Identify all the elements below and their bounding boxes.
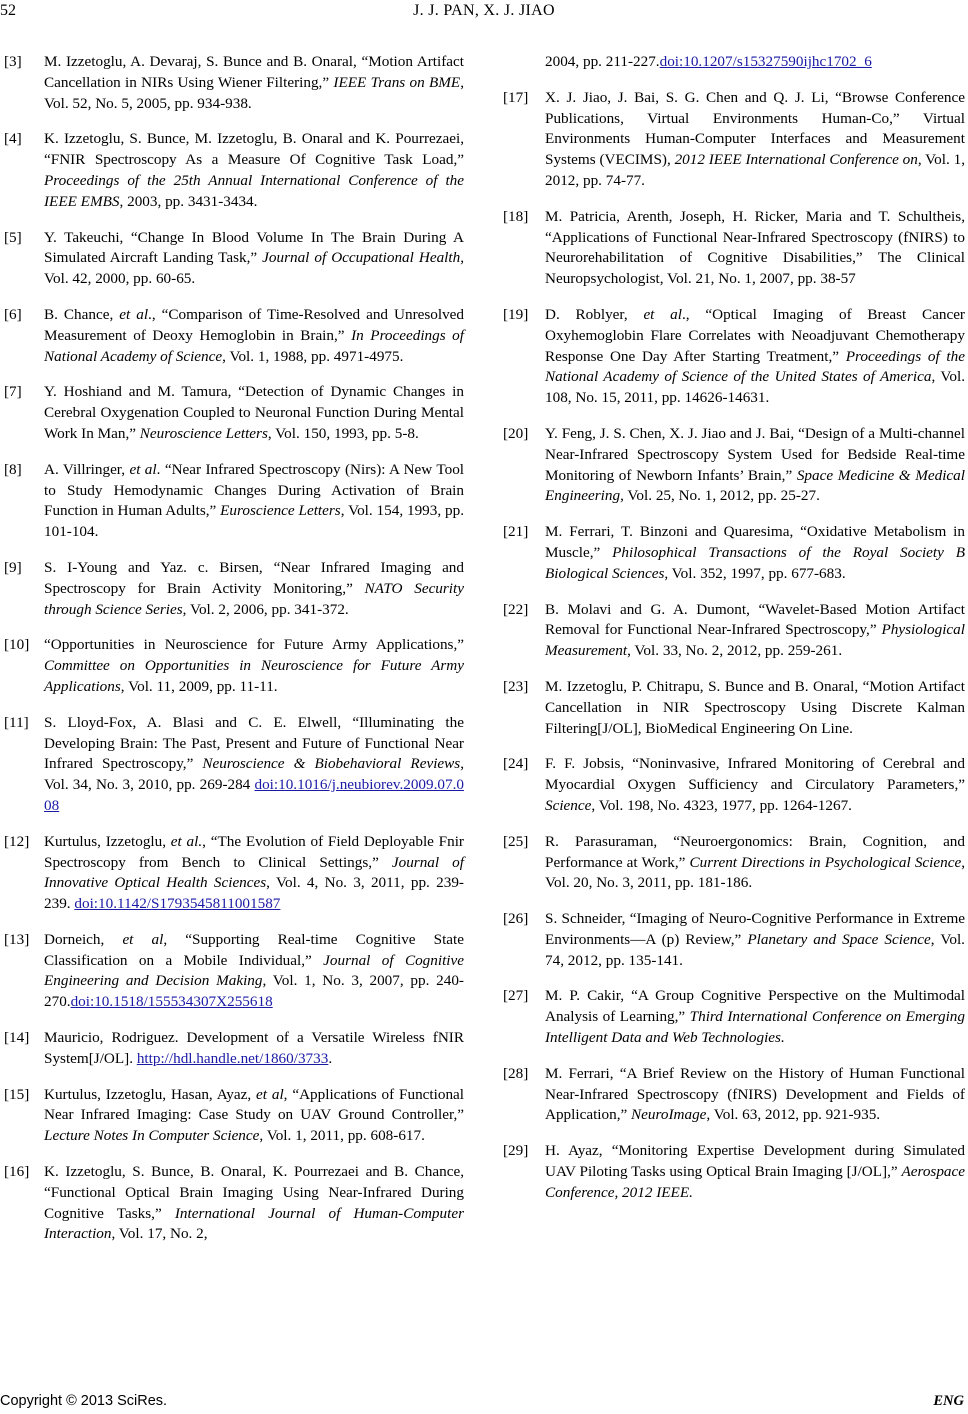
reference-number: [20] — [503, 424, 529, 442]
reference-item — [4, 930, 464, 1013]
reference-item — [4, 228, 464, 290]
reference-link[interactable]: doi:10.1142/S1793545811001587 — [74, 895, 281, 913]
reference-plain-text: ., “Optical Imaging of Breast Cancer Oxyhemoglobin Flare Correlates with Neoadjuvant Chemotherapy Response One Day After Starting Treatment,” — [545, 305, 965, 365]
reference-item — [503, 1141, 965, 1203]
reference-item — [4, 558, 464, 620]
reference-text — [545, 53, 872, 70]
reference-plain-text: D. Roblyer, — [545, 305, 644, 323]
reference-plain-text: S. Lloyd-Fox, A. Blasi and C. E. Elwell, “Illuminating the Developing Brain: The Past, Present and Future of Functional Near Infrared Spectroscopy,” — [44, 713, 464, 773]
reference-number: [3] — [4, 53, 22, 70]
reference-plain-text: , Vol. 20, No. 3, 2011, pp. 181-186. — [545, 853, 966, 892]
reference-italic-text: et al — [129, 460, 157, 478]
reference-italic-text: Journal of Innovative Optical Health Sciences — [44, 853, 464, 892]
reference-text — [44, 461, 464, 540]
reference-italic-text: Lecture Notes In Computer Science — [44, 1127, 260, 1145]
reference-number: [14] — [4, 1029, 30, 1047]
reference-italic-text: Current Directions in Psychological Science — [689, 853, 962, 871]
reference-item — [4, 1028, 464, 1070]
references-right-column — [503, 52, 965, 1219]
reference-item — [4, 305, 464, 367]
reference-number: [29] — [503, 1142, 529, 1160]
reference-plain-text: , Vol. 52, No. 5, 2005, pp. 934-938. — [44, 73, 464, 112]
reference-plain-text: M. P. Cakir, “A Group Cognitive Perspective on the Multimodal Analysis of Learning,” — [545, 987, 965, 1026]
reference-plain-text: , Vol. 1, 1988, pp. 4971-4975. — [222, 347, 404, 365]
page-number: 52 — [0, 2, 16, 19]
reference-item — [503, 677, 965, 739]
reference-italic-text: Space Medicine & Medical Engineering — [545, 466, 965, 505]
reference-plain-text: , Vol. 154, 1993, pp. 101-104. — [44, 502, 464, 541]
reference-number: [9] — [4, 558, 22, 576]
reference-text — [44, 306, 464, 365]
reference-plain-text: Y. Feng, J. S. Chen, X. J. Jiao and J. Bai, “Design of a Multi-channel Near-Infrared Spectroscopy System Used for Bedside Real-time Monitoring of Newborn Infants’ Brain,” — [545, 424, 965, 484]
reference-item — [503, 522, 965, 584]
reference-number: [18] — [503, 207, 529, 225]
reference-plain-text: R. Parasuraman, “Neuroergonomics: Brain, Cognition, and Performance at Work,” — [545, 832, 965, 871]
reference-plain-text: Dorneich, — [44, 930, 123, 948]
reference-link[interactable]: http://hdl.handle.net/1860/3733 — [136, 1049, 329, 1067]
reference-item — [503, 1064, 965, 1126]
copyright-notice: Copyright © 2013 SciRes. — [0, 1393, 168, 1409]
reference-plain-text: Mauricio, Rodriguez. Development of a Versatile Wireless fNIR System[J/OL]. — [44, 1029, 464, 1067]
reference-italic-text: Physiological Measurement — [545, 621, 965, 660]
reference-italic-text: Philosophical Transactions of the Royal Society B Biological Sciences — [545, 543, 966, 582]
reference-number: [6] — [4, 305, 22, 323]
reference-text — [44, 1163, 464, 1242]
reference-plain-text: , 2003, pp. 3431-3434. — [119, 192, 258, 210]
reference-plain-text: M. Izzetoglu, P. Chitrapu, S. Bunce and B. Onaral, “Motion Artifact Cancellation in NIR Spectroscopy Using Discrete Kalman Filtering[J/OL], BioMedical Engineering On Line. — [545, 677, 965, 737]
reference-italic-text: In Proceedings of National Academy of Science — [44, 326, 464, 365]
reference-plain-text: A. Villringer, — [44, 460, 130, 478]
reference-plain-text: K. Izzetoglu, S. Bunce, B. Onaral, K. Pourrezaei and B. Chance, “Functional Optical Brain Imaging Using Near-Infrared During Cognitive Tasks,” — [44, 1163, 464, 1222]
reference-number: [22] — [503, 600, 529, 618]
reference-item — [503, 600, 965, 662]
reference-text — [545, 1065, 965, 1124]
reference-italic-text: et al — [256, 1085, 284, 1103]
reference-item — [503, 52, 965, 73]
reference-text — [545, 601, 965, 660]
reference-italic-text: et al. — [170, 832, 203, 850]
reference-number: [21] — [503, 523, 529, 541]
reference-italic-text: Journal of Occupational Health — [262, 249, 461, 267]
reference-plain-text: , Vol. 33, No. 2, 2012, pp. 259-261. — [627, 642, 843, 660]
reference-text — [44, 53, 464, 112]
reference-number: [7] — [4, 383, 22, 401]
reference-plain-text: , Vol. 1, No. 3, 2007, pp. 240-270. — [44, 972, 464, 1011]
reference-plain-text: Y. Hoshiand and M. Tamura, “Detection of Dynamic Changes in Cerebral Oxygenation Coupled to Neuronal Function During Mental Work In Man,” — [44, 383, 464, 442]
reference-plain-text: ., “Comparison of Time-Resolved and Unresolved Measurement of Deoxy Hemoglobin in Brain,” — [44, 305, 465, 344]
reference-plain-text: , Vol. 34, No. 3, 2010, pp. 269-284 — [44, 755, 464, 794]
reference-plain-text: Kurtulus, Izzetoglu, — [44, 832, 171, 850]
reference-italic-text: Aerospace Conference, 2012 IEEE. — [545, 1163, 965, 1201]
reference-plain-text: K. Izzetoglu, S. Bunce, M. Izzetoglu, B. Onaral and K. Pourrezaei, “FNIR Spectroscopy As a Measure Of Cognitive Task Load,” — [44, 130, 464, 169]
page-footer — [0, 1393, 968, 1413]
reference-item — [503, 754, 965, 816]
reference-item — [4, 129, 464, 212]
reference-item — [4, 460, 464, 543]
reference-text — [44, 130, 464, 209]
reference-text — [545, 425, 965, 504]
reference-italic-text: Neuroscience & Biobehavioral Reviews — [202, 755, 461, 773]
reference-number: [11] — [4, 713, 29, 731]
reference-italic-text: Third International Conference on Emerging Intelligent Data and Web Technologies. — [545, 1008, 965, 1047]
running-head: J. J. PAN, X. J. JIAO — [413, 2, 555, 19]
reference-item — [503, 986, 965, 1048]
reference-italic-text: NATO Security through Science Series — [44, 579, 464, 618]
reference-link[interactable]: doi:10.1016/j.neubiorev.2009.07.008 — [44, 776, 464, 814]
reference-italic-text: Science — [545, 796, 592, 814]
reference-number: [12] — [4, 832, 30, 850]
reference-number: [24] — [503, 755, 529, 773]
reference-text — [44, 383, 464, 442]
reference-italic-text: IEEE Trans on BME — [333, 73, 461, 91]
reference-item — [4, 1085, 464, 1147]
reference-plain-text: , “Supporting Real-time Cognitive State Classification on a Mobile Individual,” — [44, 930, 465, 969]
reference-number: [15] — [4, 1085, 30, 1103]
reference-plain-text: S. Schneider, “Imaging of Neuro-Cognitive Performance in Extreme Environments—A (p) Review,” — [545, 910, 965, 948]
reference-italic-text: et al — [643, 305, 682, 323]
reference-text — [545, 208, 965, 287]
references-left-column — [4, 52, 464, 1260]
reference-text — [545, 89, 965, 189]
reference-plain-text: B. Molavi and G. A. Dumont, “Wavelet-Based Motion Artifact Removal for Functional Near-Infrared Spectroscopy,” — [545, 600, 965, 639]
reference-text — [545, 306, 965, 406]
reference-item — [503, 305, 965, 409]
reference-number: [5] — [4, 228, 22, 246]
journal-abbrev: ENG — [933, 1393, 964, 1409]
reference-plain-text: , Vol. 11, 2009, pp. 11-11. — [120, 677, 278, 695]
reference-text — [44, 1029, 464, 1067]
reference-link[interactable]: doi:10.1518/155534307X255618 — [70, 993, 273, 1011]
reference-text — [545, 987, 965, 1046]
reference-plain-text: , Vol. 63, 2012, pp. 921-935. — [706, 1106, 881, 1124]
reference-plain-text: B. Chance, — [44, 305, 120, 323]
reference-italic-text: Proceedings of the 25th Annual International Conference of the IEEE EMBS — [44, 171, 464, 210]
reference-link[interactable]: doi:10.1207/s15327590ijhc1702_6 — [659, 53, 872, 70]
reference-italic-text: Euroscience Letters — [220, 502, 341, 520]
reference-italic-text: et al — [119, 305, 149, 323]
page-header — [0, 0, 968, 30]
reference-text — [545, 833, 965, 892]
reference-plain-text: , Vol. 1, 2012, pp. 74-77. — [545, 151, 965, 189]
reference-text — [545, 1142, 965, 1201]
reference-italic-text: Neuroscience Letters — [139, 424, 268, 442]
reference-plain-text: , Vol. 25, No. 1, 2012, pp. 25-27. — [620, 487, 820, 505]
reference-plain-text: S. I-Young and Yaz. c. Birsen, “Near Infrared Imaging and Spectroscopy for Brain Activity Monitoring,” — [44, 558, 464, 597]
reference-italic-text: Planetary and Space Science — [747, 930, 931, 948]
reference-item — [503, 909, 965, 971]
reference-plain-text: 2004, pp. 211-227. — [545, 53, 660, 70]
reference-number: [8] — [4, 460, 22, 478]
reference-text — [44, 931, 464, 1010]
reference-plain-text: . — [328, 1049, 333, 1067]
reference-text — [545, 678, 965, 737]
reference-plain-text: M. Patricia, Arenth, Joseph, H. Ricker, Maria and T. Schultheis, “Applications of Functional Near-Infrared Spectroscopy (fNIRS) to Neurorehabilitation of Cognitive Disabilities,” The Clinical Neuropsychologist, Vol. 21, No. 1, 2007, pp. 38-57 — [545, 207, 965, 288]
reference-plain-text: X. J. Jiao, J. Bai, S. G. Chen and Q. J. Li, “Browse Conference Publications, Virtual Environments Human-Co,” Virtual Environments Human-Computer Interfaces and Measurement Systems (VECIMS), — [545, 88, 965, 169]
reference-number: [23] — [503, 677, 529, 695]
reference-plain-text: , “The Evolution of Field Deployable Fnir Spectroscopy from Bench to Clinical Settings,” — [44, 832, 464, 871]
reference-item — [4, 52, 464, 114]
reference-plain-text: Kurtulus, Izzetoglu, Hasan, Ayaz, — [44, 1085, 257, 1103]
reference-number: [17] — [503, 88, 529, 106]
reference-plain-text: , “Applications of Functional Near Infrared Imaging: Case Study on UAV Ground Controller,” — [44, 1085, 465, 1124]
reference-number: [27] — [503, 987, 529, 1005]
reference-plain-text: Y. Takeuchi, “Change In Blood Volume In The Brain During A Simulated Aircraft Landing Task,” — [44, 228, 464, 267]
reference-item — [503, 832, 965, 894]
reference-number: [19] — [503, 305, 529, 323]
reference-item — [503, 424, 965, 507]
reference-number: [25] — [503, 832, 529, 850]
reference-italic-text: Proceedings of the National Academy of Science of the United States of America — [545, 347, 965, 386]
reference-number: [4] — [4, 130, 22, 148]
reference-item — [4, 635, 464, 697]
reference-plain-text: , Vol. 17, No. 2, — [111, 1225, 208, 1243]
reference-number: [16] — [4, 1163, 30, 1181]
reference-plain-text: M. Ferrari, T. Binzoni and Quaresima, “Oxidative Metabolism in Muscle,” — [545, 523, 965, 561]
reference-plain-text: M. Izzetoglu, A. Devaraj, S. Bunce and B. Onaral, “Motion Artifact Cancellation in NIRs Using Wiener Filtering,” — [44, 53, 464, 91]
reference-number: [28] — [503, 1064, 529, 1082]
reference-plain-text: , Vol. 74, 2012, pp. 135-141. — [545, 930, 965, 969]
reference-italic-text: 2012 IEEE International Conference on — [674, 151, 918, 169]
reference-plain-text: , Vol. 352, 1997, pp. 677-683. — [664, 564, 846, 582]
reference-item — [4, 1162, 464, 1245]
reference-text — [44, 229, 464, 288]
reference-plain-text: , Vol. 1, 2011, pp. 608-617. — [259, 1127, 425, 1145]
reference-text — [44, 559, 464, 618]
reference-text — [44, 636, 464, 695]
reference-italic-text: NeuroImage — [631, 1106, 707, 1124]
reference-italic-text: Journal of Cognitive Engineering and Decision Making — [44, 951, 464, 990]
reference-text — [545, 910, 965, 969]
reference-number: [26] — [503, 910, 529, 928]
reference-plain-text: H. Ayaz, “Monitoring Expertise Development during Simulated UAV Piloting Tasks using Optical Brain Imaging [J/OL],” — [545, 1142, 965, 1181]
reference-plain-text: , Vol. 150, 1993, pp. 5-8. — [267, 424, 419, 442]
reference-plain-text: , Vol. 42, 2000, pp. 60-65. — [44, 249, 464, 288]
reference-plain-text: . “Near Infrared Spectroscopy (Nirs): A New Tool to Study Hemodynamic Changes During Activation of Brain Function in Human Adults,” — [44, 460, 465, 520]
reference-text — [545, 523, 965, 582]
reference-plain-text: M. Ferrari, “A Brief Review on the History of Human Functional Near-Infrared Spectroscopy (fNIRS) Development and Fields of Application,” — [545, 1064, 965, 1124]
reference-plain-text: , Vol. 4, No. 3, 2011, pp. 239-239. — [44, 874, 464, 913]
reference-plain-text: F. F. Jobsis, “Noninvasive, Infrared Monitoring of Cerebral and Myocardial Oxygen Sufficiency and Circulatory Parameters,” — [545, 755, 965, 794]
reference-number: [10] — [4, 636, 30, 654]
reference-plain-text: , Vol. 2, 2006, pp. 341-372. — [182, 600, 349, 618]
reference-plain-text: “Opportunities in Neuroscience for Future Army Applications,” — [44, 636, 464, 654]
reference-item — [503, 207, 965, 290]
reference-text — [44, 1086, 464, 1145]
reference-number: [13] — [4, 930, 30, 948]
reference-item — [503, 88, 965, 192]
reference-item — [4, 382, 464, 444]
reference-italic-text: et al — [122, 930, 164, 948]
reference-text — [545, 755, 965, 814]
reference-text — [44, 714, 464, 814]
reference-item — [4, 713, 464, 817]
reference-text — [44, 833, 464, 912]
reference-italic-text: Committee on Opportunities in Neuroscience for Future Army Applications — [44, 657, 464, 695]
reference-plain-text: , Vol. 198, No. 4323, 1977, pp. 1264-1267. — [591, 796, 852, 814]
reference-plain-text: , Vol. 108, No. 15, 2011, pp. 14626-14631. — [545, 368, 965, 407]
reference-item — [4, 832, 464, 915]
reference-italic-text: International Journal of Human-Computer Interaction — [44, 1204, 464, 1243]
